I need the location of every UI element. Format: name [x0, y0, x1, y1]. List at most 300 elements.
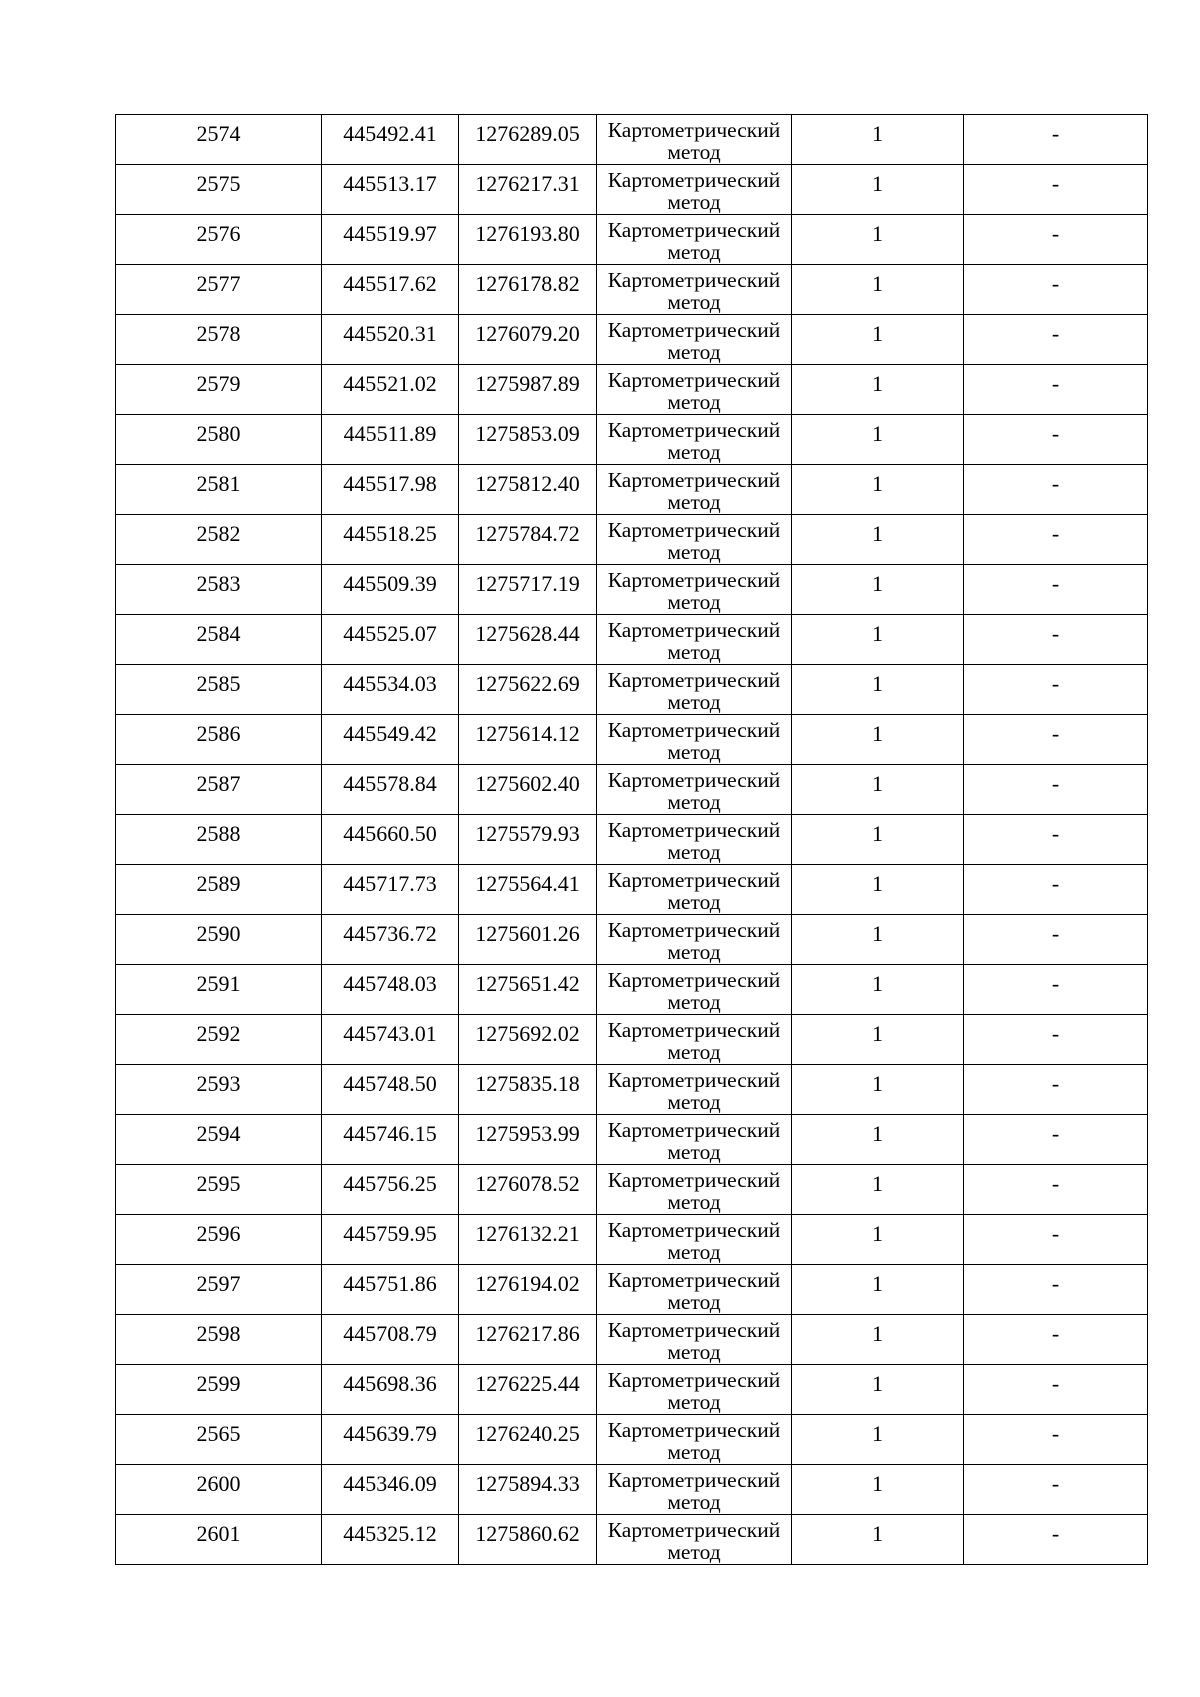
y-coordinate-cell-text: 1275853.09 [475, 421, 580, 446]
method-cell [597, 1165, 792, 1215]
x-coordinate-cell [322, 665, 459, 715]
point-number-cell [116, 565, 322, 615]
method-cell [597, 665, 792, 715]
accuracy-cell [792, 465, 964, 515]
y-coordinate-cell [459, 1515, 597, 1565]
x-coordinate-cell [322, 1165, 459, 1215]
accuracy-cell [792, 765, 964, 815]
method-cell [597, 965, 792, 1015]
description-cell [964, 1515, 1148, 1565]
point-number-cell [116, 165, 322, 215]
method-cell [597, 1115, 792, 1165]
point-number-cell-text: 2587 [196, 771, 241, 796]
method-cell-text: Картометрический метод [607, 918, 781, 964]
accuracy-cell [792, 965, 964, 1015]
description-cell-text: - [1051, 1271, 1060, 1296]
y-coordinate-cell [459, 1365, 597, 1415]
point-number-cell-text: 2592 [196, 1021, 241, 1046]
accuracy-cell-text: 1 [872, 371, 883, 396]
method-cell-text: Картометрический метод [607, 1418, 781, 1464]
point-number-cell [116, 1315, 322, 1365]
description-cell-text: - [1051, 1221, 1060, 1246]
point-number-cell [116, 415, 322, 465]
method-cell [597, 565, 792, 615]
y-coordinate-cell [459, 1215, 597, 1265]
x-coordinate-cell-text: 445756.25 [343, 1171, 437, 1196]
accuracy-cell-text: 1 [872, 471, 883, 496]
point-number-cell-text: 2591 [196, 971, 241, 996]
x-coordinate-cell-text: 445346.09 [343, 1471, 437, 1496]
point-number-cell [116, 1415, 322, 1465]
accuracy-cell [792, 865, 964, 915]
accuracy-cell [792, 365, 964, 415]
x-coordinate-cell [322, 365, 459, 415]
y-coordinate-cell-text: 1276217.86 [475, 1321, 580, 1346]
table-row [116, 615, 1148, 665]
point-number-cell [116, 1065, 322, 1115]
y-coordinate-cell-text: 1275894.33 [475, 1471, 580, 1496]
table-row [116, 365, 1148, 415]
point-number-cell [116, 765, 322, 815]
accuracy-cell-text: 1 [872, 921, 883, 946]
description-cell-text: - [1051, 1321, 1060, 1346]
method-cell [597, 1265, 792, 1315]
point-number-cell-text: 2584 [196, 621, 241, 646]
y-coordinate-cell-text: 1276178.82 [475, 271, 580, 296]
x-coordinate-cell [322, 615, 459, 665]
accuracy-cell [792, 1215, 964, 1265]
point-number-cell [116, 365, 322, 415]
method-cell-text: Картометрический метод [607, 718, 781, 764]
y-coordinate-cell-text: 1275628.44 [475, 621, 580, 646]
table-row [116, 515, 1148, 565]
y-coordinate-cell [459, 1065, 597, 1115]
method-cell [597, 1515, 792, 1565]
description-cell-text: - [1051, 1421, 1060, 1446]
table-row [116, 1515, 1148, 1565]
table-row [116, 115, 1148, 165]
description-cell [964, 315, 1148, 365]
method-cell-text: Картометрический метод [607, 668, 781, 714]
y-coordinate-cell [459, 815, 597, 865]
x-coordinate-cell-text: 445736.72 [343, 921, 437, 946]
point-number-cell-text: 2593 [196, 1071, 241, 1096]
description-cell-text: - [1051, 521, 1060, 546]
point-number-cell [116, 1465, 322, 1515]
description-cell-text: - [1051, 671, 1060, 696]
point-number-cell-text: 2588 [196, 821, 241, 846]
table-row [116, 465, 1148, 515]
method-cell [597, 165, 792, 215]
description-cell [964, 265, 1148, 315]
method-cell [597, 215, 792, 265]
description-cell [964, 565, 1148, 615]
accuracy-cell-text: 1 [872, 1421, 883, 1446]
y-coordinate-cell [459, 1015, 597, 1065]
y-coordinate-cell [459, 515, 597, 565]
description-cell-text: - [1051, 571, 1060, 596]
description-cell [964, 1415, 1148, 1465]
method-cell-text: Картометрический метод [607, 118, 781, 164]
accuracy-cell-text: 1 [872, 521, 883, 546]
x-coordinate-cell-text: 445717.73 [343, 871, 437, 896]
description-cell-text: - [1051, 1071, 1060, 1096]
point-number-cell [116, 615, 322, 665]
point-number-cell-text: 2576 [196, 221, 241, 246]
x-coordinate-cell [322, 515, 459, 565]
description-cell-text: - [1051, 1521, 1060, 1546]
y-coordinate-cell-text: 1275987.89 [475, 371, 580, 396]
point-number-cell [116, 715, 322, 765]
accuracy-cell [792, 915, 964, 965]
x-coordinate-cell [322, 1265, 459, 1315]
y-coordinate-cell-text: 1276289.05 [475, 121, 580, 146]
point-number-cell [116, 115, 322, 165]
point-number-cell [116, 265, 322, 315]
description-cell [964, 1015, 1148, 1065]
point-number-cell-text: 2597 [196, 1271, 241, 1296]
method-cell [597, 765, 792, 815]
accuracy-cell-text: 1 [872, 421, 883, 446]
table-row [116, 865, 1148, 915]
point-number-cell-text: 2589 [196, 871, 241, 896]
point-number-cell [116, 1115, 322, 1165]
y-coordinate-cell-text: 1275860.62 [475, 1521, 580, 1546]
table-row [116, 265, 1148, 315]
y-coordinate-cell-text: 1275692.02 [475, 1021, 580, 1046]
description-cell-text: - [1051, 771, 1060, 796]
point-number-cell-text: 2586 [196, 721, 241, 746]
table-row [116, 215, 1148, 265]
y-coordinate-cell-text: 1276078.52 [475, 1171, 580, 1196]
point-number-cell [116, 215, 322, 265]
accuracy-cell [792, 1415, 964, 1465]
method-cell-text: Картометрический метод [607, 168, 781, 214]
y-coordinate-cell [459, 565, 597, 615]
y-coordinate-cell [459, 365, 597, 415]
method-cell [597, 815, 792, 865]
table-row [116, 915, 1148, 965]
table-row [116, 1465, 1148, 1515]
accuracy-cell-text: 1 [872, 1371, 883, 1396]
accuracy-cell [792, 665, 964, 715]
accuracy-cell-text: 1 [872, 221, 883, 246]
point-number-cell [116, 465, 322, 515]
accuracy-cell-text: 1 [872, 821, 883, 846]
x-coordinate-cell-text: 445743.01 [343, 1021, 437, 1046]
x-coordinate-cell-text: 445759.95 [343, 1221, 437, 1246]
y-coordinate-cell-text: 1275601.26 [475, 921, 580, 946]
x-coordinate-cell [322, 965, 459, 1015]
point-number-cell [116, 865, 322, 915]
y-coordinate-cell [459, 265, 597, 315]
description-cell [964, 615, 1148, 665]
description-cell-text: - [1051, 921, 1060, 946]
method-cell-text: Картометрический метод [607, 1268, 781, 1314]
description-cell-text: - [1051, 121, 1060, 146]
description-cell-text: - [1051, 271, 1060, 296]
y-coordinate-cell-text: 1275651.42 [475, 971, 580, 996]
method-cell [597, 115, 792, 165]
y-coordinate-cell [459, 165, 597, 215]
description-cell-text: - [1051, 821, 1060, 846]
accuracy-cell-text: 1 [872, 971, 883, 996]
table-row [116, 1365, 1148, 1415]
description-cell [964, 1115, 1148, 1165]
table-row [116, 965, 1148, 1015]
point-number-cell [116, 1265, 322, 1315]
coordinates-table-body [116, 115, 1148, 1565]
description-cell [964, 215, 1148, 265]
description-cell-text: - [1051, 171, 1060, 196]
y-coordinate-cell-text: 1276240.25 [475, 1421, 580, 1446]
y-coordinate-cell-text: 1276193.80 [475, 221, 580, 246]
x-coordinate-cell-text: 445708.79 [343, 1321, 437, 1346]
accuracy-cell-text: 1 [872, 571, 883, 596]
point-number-cell-text: 2601 [196, 1521, 241, 1546]
accuracy-cell [792, 215, 964, 265]
point-number-cell-text: 2580 [196, 421, 241, 446]
y-coordinate-cell-text: 1275953.99 [475, 1121, 580, 1146]
description-cell [964, 1065, 1148, 1115]
description-cell [964, 1165, 1148, 1215]
x-coordinate-cell [322, 565, 459, 615]
table-row [116, 415, 1148, 465]
table-row [116, 1065, 1148, 1115]
coordinates-table [115, 114, 1148, 1565]
x-coordinate-cell-text: 445525.07 [343, 621, 437, 646]
description-cell-text: - [1051, 221, 1060, 246]
x-coordinate-cell [322, 1215, 459, 1265]
y-coordinate-cell [459, 1465, 597, 1515]
accuracy-cell [792, 1015, 964, 1065]
accuracy-cell [792, 315, 964, 365]
method-cell [597, 915, 792, 965]
description-cell [964, 1465, 1148, 1515]
description-cell [964, 465, 1148, 515]
method-cell-text: Картометрический метод [607, 268, 781, 314]
x-coordinate-cell [322, 1315, 459, 1365]
x-coordinate-cell-text: 445511.89 [343, 421, 437, 446]
table-row [116, 815, 1148, 865]
point-number-cell-text: 2583 [196, 571, 241, 596]
method-cell [597, 1065, 792, 1115]
accuracy-cell-text: 1 [872, 1221, 883, 1246]
point-number-cell-text: 2595 [196, 1171, 241, 1196]
accuracy-cell-text: 1 [872, 871, 883, 896]
x-coordinate-cell-text: 445534.03 [343, 671, 437, 696]
y-coordinate-cell [459, 215, 597, 265]
y-coordinate-cell-text: 1276132.21 [475, 1221, 580, 1246]
y-coordinate-cell-text: 1275784.72 [475, 521, 580, 546]
accuracy-cell [792, 615, 964, 665]
description-cell [964, 1215, 1148, 1265]
method-cell-text: Картометрический метод [607, 1318, 781, 1364]
accuracy-cell-text: 1 [872, 171, 883, 196]
table-row [116, 565, 1148, 615]
y-coordinate-cell [459, 965, 597, 1015]
point-number-cell-text: 2600 [196, 1471, 241, 1496]
description-cell-text: - [1051, 1471, 1060, 1496]
y-coordinate-cell-text: 1275564.41 [475, 871, 580, 896]
y-coordinate-cell-text: 1275835.18 [475, 1071, 580, 1096]
x-coordinate-cell-text: 445518.25 [343, 521, 437, 546]
method-cell-text: Картометрический метод [607, 568, 781, 614]
accuracy-cell-text: 1 [872, 121, 883, 146]
description-cell-text: - [1051, 1171, 1060, 1196]
x-coordinate-cell-text: 445517.62 [343, 271, 437, 296]
x-coordinate-cell-text: 445520.31 [343, 321, 437, 346]
table-row [116, 1415, 1148, 1465]
y-coordinate-cell [459, 1165, 597, 1215]
x-coordinate-cell-text: 445517.98 [343, 471, 437, 496]
accuracy-cell [792, 165, 964, 215]
description-cell [964, 915, 1148, 965]
x-coordinate-cell [322, 1115, 459, 1165]
method-cell [597, 615, 792, 665]
method-cell-text: Картометрический метод [607, 1368, 781, 1414]
method-cell-text: Картометрический метод [607, 1018, 781, 1064]
point-number-cell [116, 965, 322, 1015]
accuracy-cell [792, 1515, 964, 1565]
method-cell [597, 365, 792, 415]
accuracy-cell-text: 1 [872, 1021, 883, 1046]
accuracy-cell-text: 1 [872, 321, 883, 346]
table-row [116, 1115, 1148, 1165]
method-cell [597, 265, 792, 315]
x-coordinate-cell [322, 915, 459, 965]
table-row [116, 665, 1148, 715]
y-coordinate-cell [459, 415, 597, 465]
description-cell [964, 115, 1148, 165]
point-number-cell [116, 1365, 322, 1415]
point-number-cell [116, 1515, 322, 1565]
description-cell [964, 1265, 1148, 1315]
accuracy-cell-text: 1 [872, 621, 883, 646]
accuracy-cell [792, 1265, 964, 1315]
method-cell-text: Картометрический метод [607, 768, 781, 814]
x-coordinate-cell [322, 1365, 459, 1415]
table-row [116, 1215, 1148, 1265]
method-cell [597, 415, 792, 465]
table-row [116, 1015, 1148, 1065]
y-coordinate-cell-text: 1275614.12 [475, 721, 580, 746]
table-row [116, 765, 1148, 815]
point-number-cell [116, 815, 322, 865]
point-number-cell-text: 2578 [196, 321, 241, 346]
method-cell [597, 865, 792, 915]
accuracy-cell-text: 1 [872, 1521, 883, 1546]
method-cell-text: Картометрический метод [607, 1068, 781, 1114]
description-cell [964, 365, 1148, 415]
accuracy-cell [792, 1315, 964, 1365]
y-coordinate-cell [459, 765, 597, 815]
point-number-cell-text: 2577 [196, 271, 241, 296]
table-row [116, 315, 1148, 365]
point-number-cell-text: 2581 [196, 471, 241, 496]
accuracy-cell-text: 1 [872, 671, 883, 696]
x-coordinate-cell [322, 815, 459, 865]
point-number-cell [116, 1015, 322, 1065]
accuracy-cell-text: 1 [872, 1121, 883, 1146]
method-cell [597, 715, 792, 765]
accuracy-cell-text: 1 [872, 1321, 883, 1346]
x-coordinate-cell-text: 445521.02 [343, 371, 437, 396]
accuracy-cell [792, 815, 964, 865]
method-cell [597, 465, 792, 515]
y-coordinate-cell-text: 1276217.31 [475, 171, 580, 196]
table-row [116, 165, 1148, 215]
x-coordinate-cell [322, 765, 459, 815]
x-coordinate-cell-text: 445492.41 [343, 121, 437, 146]
accuracy-cell-text: 1 [872, 1471, 883, 1496]
method-cell [597, 1015, 792, 1065]
point-number-cell [116, 665, 322, 715]
x-coordinate-cell-text: 445549.42 [343, 721, 437, 746]
y-coordinate-cell-text: 1275717.19 [475, 571, 580, 596]
accuracy-cell-text: 1 [872, 1271, 883, 1296]
x-coordinate-cell [322, 1065, 459, 1115]
method-cell-text: Картометрический метод [607, 1118, 781, 1164]
accuracy-cell [792, 265, 964, 315]
x-coordinate-cell-text: 445698.36 [343, 1371, 437, 1396]
point-number-cell [116, 1215, 322, 1265]
point-number-cell-text: 2594 [196, 1121, 241, 1146]
y-coordinate-cell-text: 1275579.93 [475, 821, 580, 846]
x-coordinate-cell [322, 865, 459, 915]
x-coordinate-cell-text: 445509.39 [343, 571, 437, 596]
point-number-cell-text: 2582 [196, 521, 241, 546]
x-coordinate-cell [322, 715, 459, 765]
description-cell [964, 165, 1148, 215]
y-coordinate-cell [459, 865, 597, 915]
point-number-cell-text: 2565 [196, 1421, 241, 1446]
table-row [116, 715, 1148, 765]
method-cell [597, 1315, 792, 1365]
description-cell [964, 765, 1148, 815]
x-coordinate-cell-text: 445325.12 [343, 1521, 437, 1546]
x-coordinate-cell [322, 1515, 459, 1565]
description-cell-text: - [1051, 971, 1060, 996]
x-coordinate-cell-text: 445660.50 [343, 821, 437, 846]
description-cell [964, 515, 1148, 565]
y-coordinate-cell [459, 1115, 597, 1165]
y-coordinate-cell-text: 1276225.44 [475, 1371, 580, 1396]
point-number-cell-text: 2598 [196, 1321, 241, 1346]
x-coordinate-cell [322, 1015, 459, 1065]
method-cell-text: Картометрический метод [607, 468, 781, 514]
point-number-cell-text: 2599 [196, 1371, 241, 1396]
description-cell-text: - [1051, 421, 1060, 446]
x-coordinate-cell-text: 445746.15 [343, 1121, 437, 1146]
x-coordinate-cell [322, 465, 459, 515]
point-number-cell-text: 2579 [196, 371, 241, 396]
description-cell-text: - [1051, 721, 1060, 746]
description-cell [964, 865, 1148, 915]
method-cell-text: Картометрический метод [607, 1218, 781, 1264]
table-row [116, 1165, 1148, 1215]
description-cell-text: - [1051, 321, 1060, 346]
method-cell-text: Картометрический метод [607, 1518, 781, 1564]
x-coordinate-cell-text: 445639.79 [343, 1421, 437, 1446]
description-cell [964, 1365, 1148, 1415]
x-coordinate-cell [322, 115, 459, 165]
x-coordinate-cell [322, 165, 459, 215]
point-number-cell [116, 1165, 322, 1215]
accuracy-cell [792, 1115, 964, 1165]
x-coordinate-cell [322, 215, 459, 265]
point-number-cell [116, 515, 322, 565]
